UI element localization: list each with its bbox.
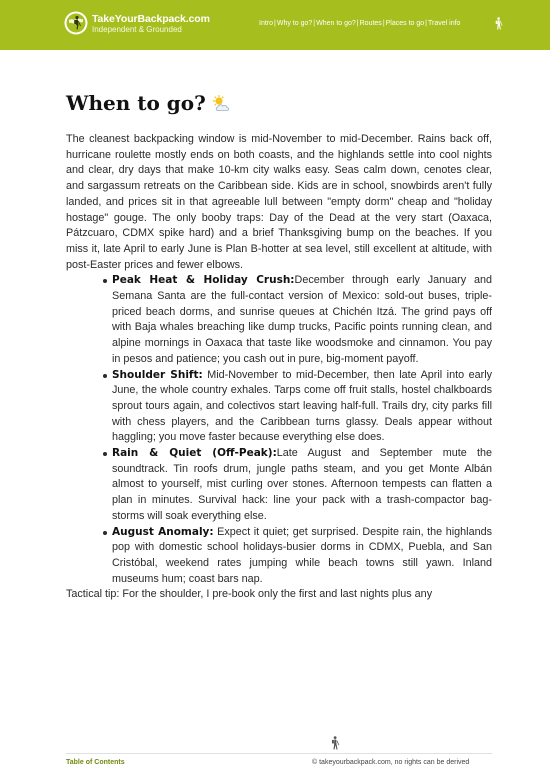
footer-divider bbox=[66, 753, 492, 754]
table-of-contents-link[interactable]: Table of Contents bbox=[66, 759, 125, 766]
tactical-tip: Tactical tip: For the shoulder, I pre-book only the first and last nights plus any bbox=[66, 588, 433, 601]
nav-separator: | bbox=[356, 20, 359, 27]
season-label: Shoulder Shift: bbox=[112, 368, 203, 381]
list-item bbox=[112, 446, 492, 525]
globe-backpacker-logo-icon[interactable] bbox=[64, 11, 88, 35]
sun-behind-cloud-icon bbox=[212, 95, 231, 112]
season-label: August Anomaly: bbox=[112, 525, 214, 538]
hiker-icon bbox=[494, 17, 503, 30]
top-nav bbox=[259, 20, 460, 27]
brand-title[interactable]: TakeYourBackpack.com bbox=[92, 13, 210, 25]
nav-item-why-to-go[interactable]: Why to go? bbox=[276, 20, 313, 27]
article-body bbox=[66, 132, 492, 603]
bullet-icon bbox=[103, 279, 107, 283]
site-header bbox=[0, 0, 550, 50]
list-item bbox=[112, 525, 492, 588]
season-text: Late August and September mute the soundtrack. Tin roofs drum, jungle paths steam, and you get Monte Albán almost to yourself, mist curling over stones. Afternoon tempests can flatten a plan in minutes. Survival hack: line your pack with a trash-compactor bag-storms will soak everything else. bbox=[112, 447, 493, 522]
nav-item-routes[interactable]: Routes bbox=[359, 20, 382, 27]
nav-item-travel-info[interactable]: Travel info bbox=[428, 20, 461, 27]
season-text: Mid-November to mid-December, then late April into early June, the whole country exhales. Tarps come off fruit stalls, hostel chalkboards sprout tours again, and colectivos start leaving half-full. Trails dry, city parks fill with chess players, and the Caribbean turns glassy. Deals appear without haggling; you move faster because everything else does. bbox=[112, 368, 492, 444]
nav-separator: | bbox=[425, 20, 427, 27]
nav-item-places-to-go[interactable]: Places to go bbox=[385, 20, 425, 27]
season-label: Peak Heat & Holiday Crush: bbox=[112, 274, 295, 287]
nav-separator: | bbox=[382, 20, 385, 27]
nav-item-intro[interactable]: Intro bbox=[259, 20, 274, 27]
intro-paragraph: The cleanest backpacking window is mid-November to mid-December. Rains back off, hurricane roulette mostly ends on both coasts, and the highlands settle into cool nights and clear, dry days that make 10-km city walks easy. Seas calm down, cenotes clear, and sargassum retreats on the Caribbean side. Kids are in school, snowbirds aren't fully landed, and prices sit in that agreeable lull between "empty dorm" cheap and "holiday hostage" gouge. The only booby traps: Day of the Dead at the very start (Oaxaca, Pátzcuaro, CDMX spike hard) and a brief Thanksgiving bump on the beaches. If you miss it, late April to early June is Plan B-hotter at sea level, still excellent at altitude, with post-Easter prices and fewer elbows. bbox=[66, 133, 492, 271]
season-text: December through early January and Semana Santa are the full-contact version of Mexico: sold-out buses, triple-priced beach dorms, and sunrise queues at Chichén Itzá. The grind pays off with Baja whales breaching like dump trucks, Pacific points running clean, and alpine mornings in Oaxaca that taste like woodsmoke and cinnamon. You pay in pesos and patience; you cash out in pure, big-moment payoff. bbox=[112, 274, 492, 365]
bullet-icon bbox=[103, 452, 107, 456]
page-title-row bbox=[66, 91, 231, 115]
brand-subtitle: Independent & Grounded bbox=[92, 25, 182, 34]
copyright-notice: © takeyourbackpack.com, no rights can be derived bbox=[312, 759, 470, 766]
nav-item-when-to-go[interactable]: When to go? bbox=[316, 20, 356, 27]
season-text: Expect it quiet; get surprised. Despite rain, the highlands pop with domestic school holidays-busier dorms in CDMX, Puebla, and San Cristóbal, weekend rates jumping while beach towns still yawn. Inland museums hum; coast bars nap. bbox=[112, 525, 492, 585]
list-item bbox=[112, 368, 492, 447]
bullet-icon bbox=[103, 531, 107, 535]
page-title: When to go? bbox=[66, 91, 206, 115]
nav-separator: | bbox=[274, 20, 276, 27]
hiker-icon bbox=[330, 736, 340, 750]
nav-separator: | bbox=[313, 20, 316, 27]
list-item bbox=[112, 273, 492, 367]
season-list bbox=[66, 273, 492, 587]
season-label: Rain & Quiet (Off-Peak): bbox=[112, 447, 277, 460]
bullet-icon bbox=[103, 374, 107, 378]
